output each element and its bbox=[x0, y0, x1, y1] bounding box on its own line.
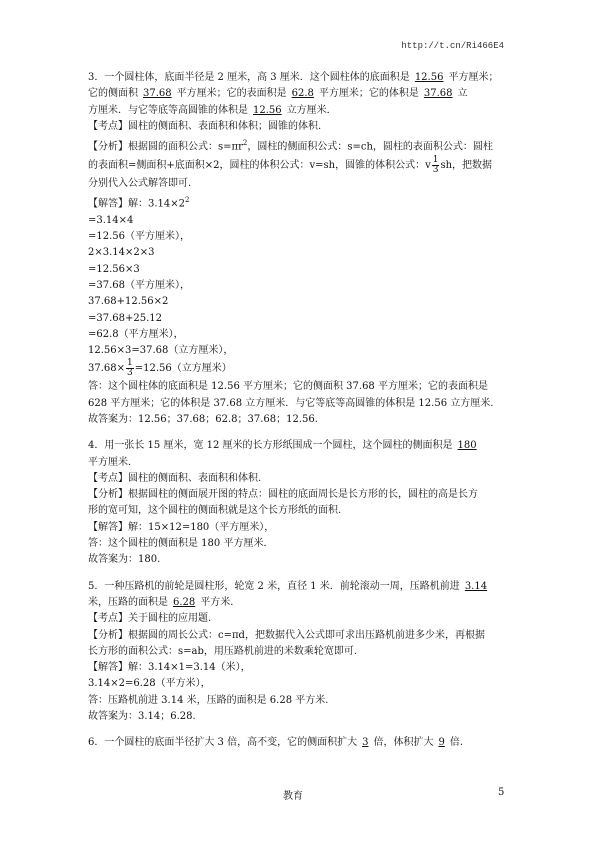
q3-exponent: 2 bbox=[185, 196, 190, 205]
q5-final: 故答案为：3.14；6.28. bbox=[88, 711, 196, 723]
spacer bbox=[88, 725, 508, 735]
q5-answer-line: 答：压路机前进 3.14 米，压路的面积是 6.28 平方米. bbox=[88, 694, 329, 706]
header-url: http://t.cn/Ri466E4 bbox=[401, 41, 504, 51]
q3-answer-4: 37.68 bbox=[423, 88, 453, 100]
q6-text: 6．一个圆柱的底面半径扩大 3 倍，高不变，它的侧面积扩大 bbox=[88, 737, 358, 749]
q3-text: 平方厘米；它的体积是 bbox=[318, 88, 419, 100]
q3-fraction bbox=[126, 359, 134, 378]
fraction-denominator: 3 bbox=[127, 368, 133, 379]
fraction-numerator: 1 bbox=[432, 154, 439, 165]
q3-text: =12.56（立方厘米） bbox=[134, 363, 232, 375]
q3-text: ，圆柱的侧面积公式：s=ch，圆柱的表面积公式：圆柱 bbox=[247, 141, 493, 153]
q3-text: 立方厘米． bbox=[286, 104, 337, 116]
q3-text: 37.68× bbox=[88, 363, 126, 375]
q3-kaodian: 【考点】圆柱的侧面积、表面积和体积；圆锥的体积. bbox=[88, 120, 322, 132]
q4-answer-line: 答：这个圆柱的侧面积是 180 平方厘米． bbox=[88, 538, 274, 550]
q3-text: 【分析】根据圆的面积公式：s=πr bbox=[88, 141, 243, 153]
q5-answer-1: 3.14 bbox=[464, 580, 488, 592]
q6-line-1 bbox=[88, 735, 508, 751]
q5-jieda-1: 【解答】解：3.14×1=3.14（米）， bbox=[88, 662, 251, 674]
q3-step: =12.56×3 bbox=[88, 263, 140, 275]
q3-jieda-1 bbox=[88, 192, 508, 213]
fraction-denominator: 3 bbox=[432, 164, 439, 175]
q5-line-1 bbox=[88, 579, 508, 595]
q5-fenxi-1: 【分析】根据圆的周长公式：c=πd，把数据代入公式即可求出压路机前进多少米，再根据 bbox=[88, 629, 485, 641]
q5-fenxi-2: 长方形的面积公式：s=ab，用压路机前进的米数乘轮宽即可. bbox=[88, 645, 358, 657]
q4-fenxi-2: 形的宽可知，这个圆柱的侧面积就是这个长方形纸的面积. bbox=[88, 505, 342, 517]
q5-text: 平方米． bbox=[200, 596, 241, 608]
q5-jieda-2: 3.14×2=6.28（平方米）， bbox=[88, 678, 211, 690]
q3-final: 故答案为：12.56；37.68；62.8；37.68；12.56. bbox=[88, 414, 318, 425]
q3-step: =37.68（平方厘米）， bbox=[88, 279, 191, 291]
q3-line-3 bbox=[88, 103, 508, 119]
q3-fenxi-1 bbox=[88, 135, 508, 156]
q3-answer-3: 62.8 bbox=[291, 88, 314, 100]
q4-fenxi-1: 【分析】根据圆柱的侧面展开图的特点：圆柱的底面周长是长方形的长，圆柱的高是长方 bbox=[88, 489, 478, 501]
page-number: 5 bbox=[498, 787, 505, 798]
q3-answer-2: 37.68 bbox=[143, 88, 172, 100]
q4-jieda: 【解答】解：15×12=180（平方厘米）， bbox=[88, 521, 275, 533]
q4-final: 故答案为：180. bbox=[88, 554, 161, 566]
q4-answer-1: 180 bbox=[457, 440, 477, 452]
q3-text: 它的侧面积 bbox=[88, 88, 138, 100]
q3-text: 【解答】解：3.14×2 bbox=[88, 198, 186, 210]
q6-text: 倍. bbox=[449, 737, 464, 749]
q3-answer-line: 答：这个圆柱体的底面积是 12.56 平方厘米；它的侧面积 37.68 平方厘米；它的表面积是 bbox=[88, 381, 488, 393]
q3-answer-line: 628 平方厘米；它的体积是 37.68 立方厘米．与它等底等高圆锥的体积是 12.56 立方厘米. bbox=[88, 397, 494, 409]
q6-text: 倍，体积扩大 bbox=[373, 737, 434, 749]
q5-line-2 bbox=[88, 595, 508, 611]
q3-step: 2×3.14×2×3 bbox=[88, 247, 155, 259]
q4-line-2: 平方厘米． bbox=[88, 456, 138, 468]
q3-fenxi-2 bbox=[88, 156, 508, 176]
q3-step: =3.14×4 bbox=[88, 214, 134, 226]
q3-step: =12.56（平方厘米）， bbox=[88, 231, 191, 243]
q3-step-last bbox=[88, 359, 508, 379]
q3-step: 37.68+12.56×2 bbox=[88, 296, 169, 308]
q5-kaodian: 【考点】关于圆柱的应用题. bbox=[88, 613, 212, 625]
fraction-numerator: 1 bbox=[127, 358, 133, 369]
document-body bbox=[88, 70, 508, 752]
q3-text: 3．一个圆柱体，底面半径是 2 厘米，高 3 厘米．这个圆柱体的底面积是 bbox=[88, 72, 410, 83]
q3-text: sh，把数据 bbox=[440, 159, 493, 171]
q3-answer-5: 12.56 bbox=[253, 104, 282, 116]
q3-text: 立 bbox=[457, 88, 468, 100]
spacer bbox=[88, 569, 508, 579]
spacer bbox=[88, 428, 508, 438]
q3-text: 平方厘米；它的表面积是 bbox=[176, 88, 287, 100]
q3-step: =62.8（平方厘米）， bbox=[88, 328, 184, 340]
q4-text: 4．用一张长 15 厘米，宽 12 厘米的长方形纸围成一个圆柱，这个圆柱的侧面积是 bbox=[88, 440, 453, 452]
q3-step: 12.56×3=37.68（立方厘米）， bbox=[88, 345, 234, 357]
q3-line-2 bbox=[88, 86, 508, 102]
q3-step: =37.68+25.12 bbox=[88, 312, 163, 324]
q6-answer-1: 3 bbox=[362, 737, 369, 749]
q4-kaodian: 【考点】圆柱的侧面积、表面积和体积. bbox=[88, 472, 262, 484]
q3-fraction bbox=[432, 156, 440, 175]
footer-label: 教育 bbox=[283, 791, 303, 802]
q6-answer-2: 9 bbox=[438, 737, 445, 749]
q3-fenxi-3: 分别代入公式解答即可. bbox=[88, 177, 192, 189]
q5-text: 米，压路的面积是 bbox=[88, 596, 168, 608]
q5-answer-2: 6.28 bbox=[173, 596, 196, 608]
q3-answer-1: 12.56 bbox=[414, 72, 444, 83]
q3-text: 的表面积=侧面积+底面积×2，圆柱的体积公式：v=sh，圆锥的体积公式：v bbox=[88, 159, 431, 171]
q4-line-1 bbox=[88, 438, 508, 454]
q3-line-1 bbox=[88, 70, 508, 86]
q3-exponent: 2 bbox=[242, 139, 248, 148]
q3-text: 平方厘米； bbox=[448, 72, 499, 83]
q5-text: 5．一种压路机的前轮是圆柱形，轮宽 2 米，直径 1 米．前轮滚动一周，压路机前进 bbox=[88, 580, 460, 592]
q3-text: 方厘米．与它等底等高圆锥的体积是 bbox=[88, 104, 248, 116]
